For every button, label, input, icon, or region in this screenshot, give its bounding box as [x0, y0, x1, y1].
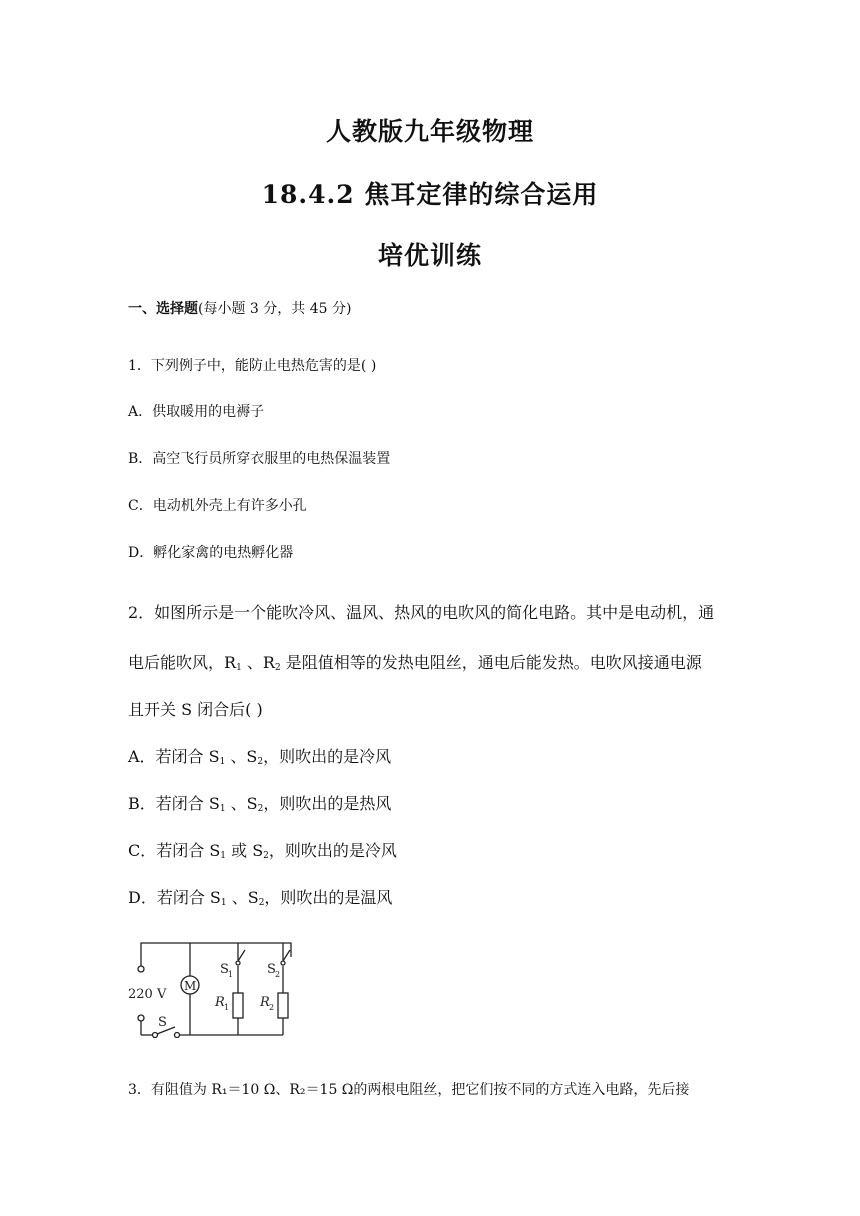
q2-option-a	[128, 744, 391, 767]
option-sub: 2	[257, 757, 264, 767]
doc-title-grade: 人教版九年级物理	[325, 117, 534, 146]
q2-option-b	[128, 791, 391, 814]
q1-option-d: D．孵化家禽的电热孵化器	[128, 545, 294, 561]
option-text: ，则吹出的是热风	[263, 794, 392, 813]
q1-option-c: C．电动机外壳上有许多小孔	[128, 498, 307, 514]
q2-text: 电后能吹风，R	[128, 653, 237, 672]
option-sub: 2	[258, 898, 265, 908]
option-text: ，则吹出的是温风	[264, 888, 393, 907]
resistor-r1-icon	[233, 993, 243, 1018]
option-sub: 1	[220, 898, 227, 908]
switch-s2-label: S	[267, 962, 276, 977]
r2-sub: 2	[269, 1003, 275, 1012]
option-text: B．若闭合 S	[128, 794, 220, 813]
section-heading	[128, 298, 351, 318]
option-text: 、S	[225, 794, 258, 813]
r1-label: R	[215, 995, 225, 1010]
option-text: 或 S	[226, 841, 264, 860]
q1-stem: 1．下列例子中，能防止电热危害的是( )	[128, 358, 377, 374]
q2-stem-line3: 且开关 S 闭合后( )	[128, 700, 263, 719]
voltage-label: 220 V	[128, 987, 167, 1002]
switch-s1-sub: 1	[228, 970, 234, 979]
terminal-top	[138, 966, 144, 972]
q2-option-d	[128, 885, 392, 908]
motor-label: M	[184, 979, 197, 993]
option-text: ，则吹出的是冷风	[263, 747, 392, 766]
terminal-bottom	[138, 1015, 144, 1021]
q2-option-c	[128, 838, 397, 861]
circuit-diagram	[128, 938, 308, 1038]
q2-text: 是阻值相等的发热电阻丝，通电后能发热。电吹风接通电源	[280, 653, 702, 672]
option-sub: 2	[263, 851, 269, 861]
option-text: D．若闭合 S	[128, 888, 221, 907]
q2-stem-line1: 2．如图所示是一个能吹冷风、温风、热风的电吹风的简化电路。其中是电动机，通	[128, 603, 715, 622]
section-heading-label: 一、选择题	[128, 301, 198, 317]
option-text: 、S	[225, 747, 258, 766]
option-sub: 1	[219, 757, 226, 767]
switch-s1-label: S	[220, 962, 229, 977]
q2-stem-line2	[128, 650, 702, 673]
doc-title-type: 培优训练	[377, 241, 482, 270]
r1-sub: 1	[224, 1003, 230, 1012]
option-text: A．若闭合 S	[128, 747, 220, 766]
section-heading-note: (每小题 3 分，共 45 分)	[198, 301, 352, 317]
q1-option-a: A．供取暖用的电褥子	[128, 404, 265, 420]
q3-stem-line1: 3．有阻值为 R₁＝10 Ω、R₂＝15 Ω的两根电阻丝，把它们按不同的方式连入电路，先后接	[128, 1082, 690, 1098]
option-text: 、S	[226, 888, 259, 907]
doc-title-lesson: 18.4.2 焦耳定律的综合运用	[261, 180, 599, 209]
option-sub: 1	[219, 804, 226, 814]
option-text: C．若闭合 S	[128, 841, 221, 860]
switch-s2-sub: 2	[275, 970, 281, 979]
option-sub: 1	[220, 851, 227, 861]
q2-sub: 1	[236, 663, 242, 673]
q2-sub: 2	[274, 663, 281, 673]
q2-text: 、R	[241, 653, 275, 672]
resistor-r2-icon	[278, 993, 288, 1018]
option-text: ，则吹出的是冷风	[268, 841, 397, 860]
option-sub: 2	[257, 804, 264, 814]
main-switch-label: S	[158, 1015, 167, 1030]
r2-label: R	[260, 995, 270, 1010]
q1-option-b: B．高空飞行员所穿衣服里的电热保温装置	[128, 451, 391, 467]
